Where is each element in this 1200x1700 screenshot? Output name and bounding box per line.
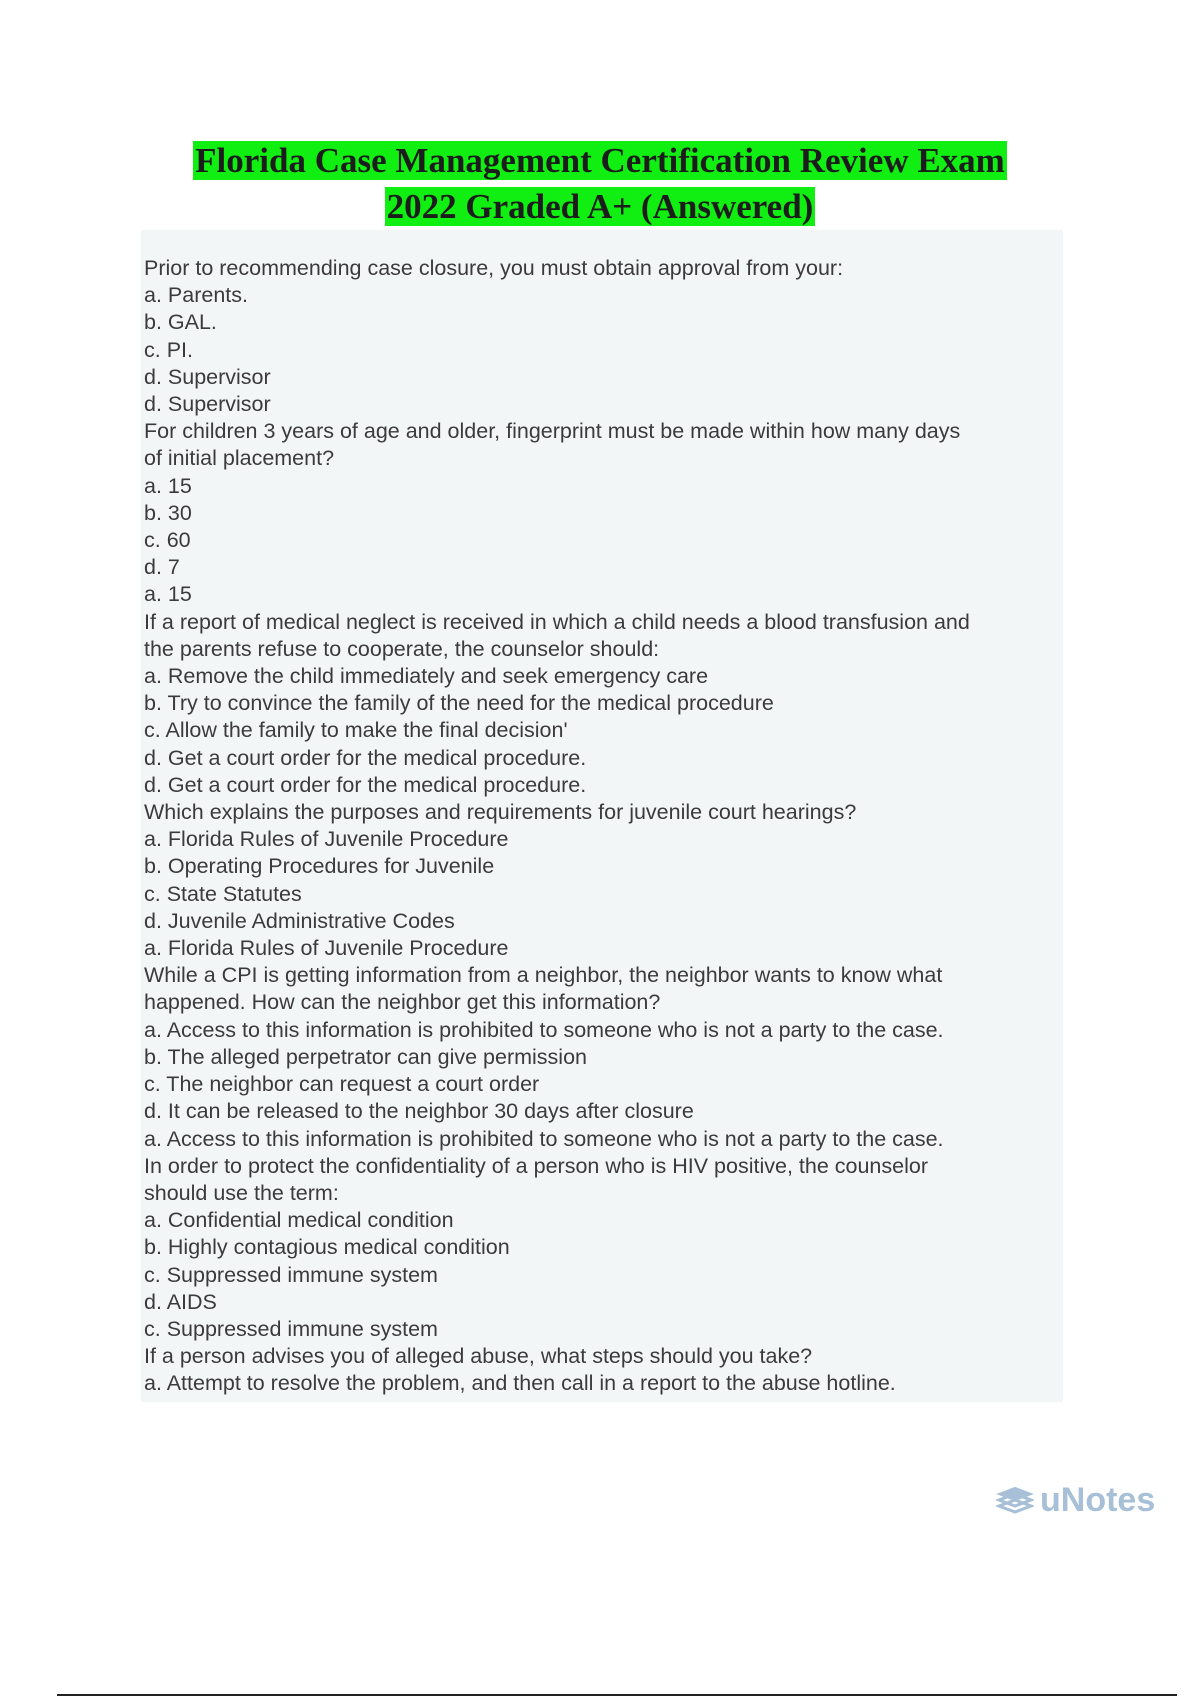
text-line: a. 15 <box>144 473 192 498</box>
document-body <box>144 255 1059 1398</box>
text-line: d. Juvenile Administrative Codes <box>144 908 455 933</box>
text-line: a. Florida Rules of Juvenile Procedure <box>144 827 509 852</box>
text-line: d. Supervisor <box>144 392 271 417</box>
books-stack-icon <box>996 1486 1034 1514</box>
text-line: should use the term: <box>144 1180 339 1205</box>
text-line: b. The alleged perpetrator can give permission <box>144 1044 587 1069</box>
text-line: c. PI. <box>144 337 193 362</box>
text-line: c. 60 <box>144 528 191 553</box>
text-line: d. AIDS <box>144 1289 217 1314</box>
text-line: d. It can be released to the neighbor 30 days after closure <box>144 1099 694 1124</box>
text-line: Prior to recommending case closure, you must obtain approval from your: <box>144 256 844 280</box>
text-line: a. Remove the child immediately and seek emergency care <box>144 664 709 689</box>
text-line: a. Confidential medical condition <box>144 1208 454 1233</box>
text-line: b. GAL. <box>144 310 217 335</box>
text-line: a. Parents. <box>144 283 248 308</box>
text-line: a. Access to this information is prohibited to someone who is not a party to the case. <box>144 1126 944 1151</box>
document-title <box>140 138 1060 230</box>
text-line: If a person advises you of alleged abuse, what steps should you take? <box>144 1344 813 1369</box>
text-line: In order to protect the confidentiality of a person who is HIV positive, the counselor <box>144 1153 928 1178</box>
text-line: For children 3 years of age and older, fingerprint must be made within how many days <box>144 419 961 444</box>
watermark-text: uNotes <box>1040 1481 1156 1519</box>
page-bottom-rule <box>57 1694 1177 1696</box>
text-line: the parents refuse to cooperate, the counselor should: <box>144 636 660 661</box>
text-line: of initial placement? <box>144 446 335 471</box>
text-line: happened. How can the neighbor get this information? <box>144 990 661 1015</box>
text-line: b. Operating Procedures for Juvenile <box>144 854 495 879</box>
text-line: a. Access to this information is prohibited to someone who is not a party to the case. <box>144 1017 944 1042</box>
text-line: a. Attempt to resolve the problem, and then call in a report to the abuse hotline. <box>144 1371 896 1396</box>
text-line: c. Allow the family to make the final decision' <box>144 718 568 743</box>
text-line: d. Get a court order for the medical procedure. <box>144 745 587 770</box>
text-line: d. Supervisor <box>144 364 271 389</box>
text-line: If a report of medical neglect is received in which a child needs a blood transfusion and <box>144 609 970 634</box>
title-line-2: 2022 Graded A+ (Answered) <box>386 187 814 226</box>
text-line: c. The neighbor can request a court order <box>144 1072 540 1097</box>
text-line: b. 30 <box>144 500 192 525</box>
text-line: d. Get a court order for the medical procedure. <box>144 772 587 797</box>
text-line: b. Highly contagious medical condition <box>144 1235 510 1260</box>
text-line: a. Florida Rules of Juvenile Procedure <box>144 936 509 961</box>
text-line: a. 15 <box>144 582 192 607</box>
unotes-watermark <box>996 1482 1155 1518</box>
title-line-1: Florida Case Management Certification Review Exam <box>195 141 1005 180</box>
text-line: c. Suppressed immune system <box>144 1262 438 1287</box>
text-line: c. State Statutes <box>144 881 302 906</box>
text-line: While a CPI is getting information from a neighbor, the neighbor wants to know what <box>144 963 943 988</box>
text-line: c. Suppressed immune system <box>144 1316 438 1341</box>
text-line: Which explains the purposes and requirements for juvenile court hearings? <box>144 800 857 825</box>
text-line: d. 7 <box>144 555 180 580</box>
text-line: b. Try to convince the family of the need for the medical procedure <box>144 691 774 716</box>
